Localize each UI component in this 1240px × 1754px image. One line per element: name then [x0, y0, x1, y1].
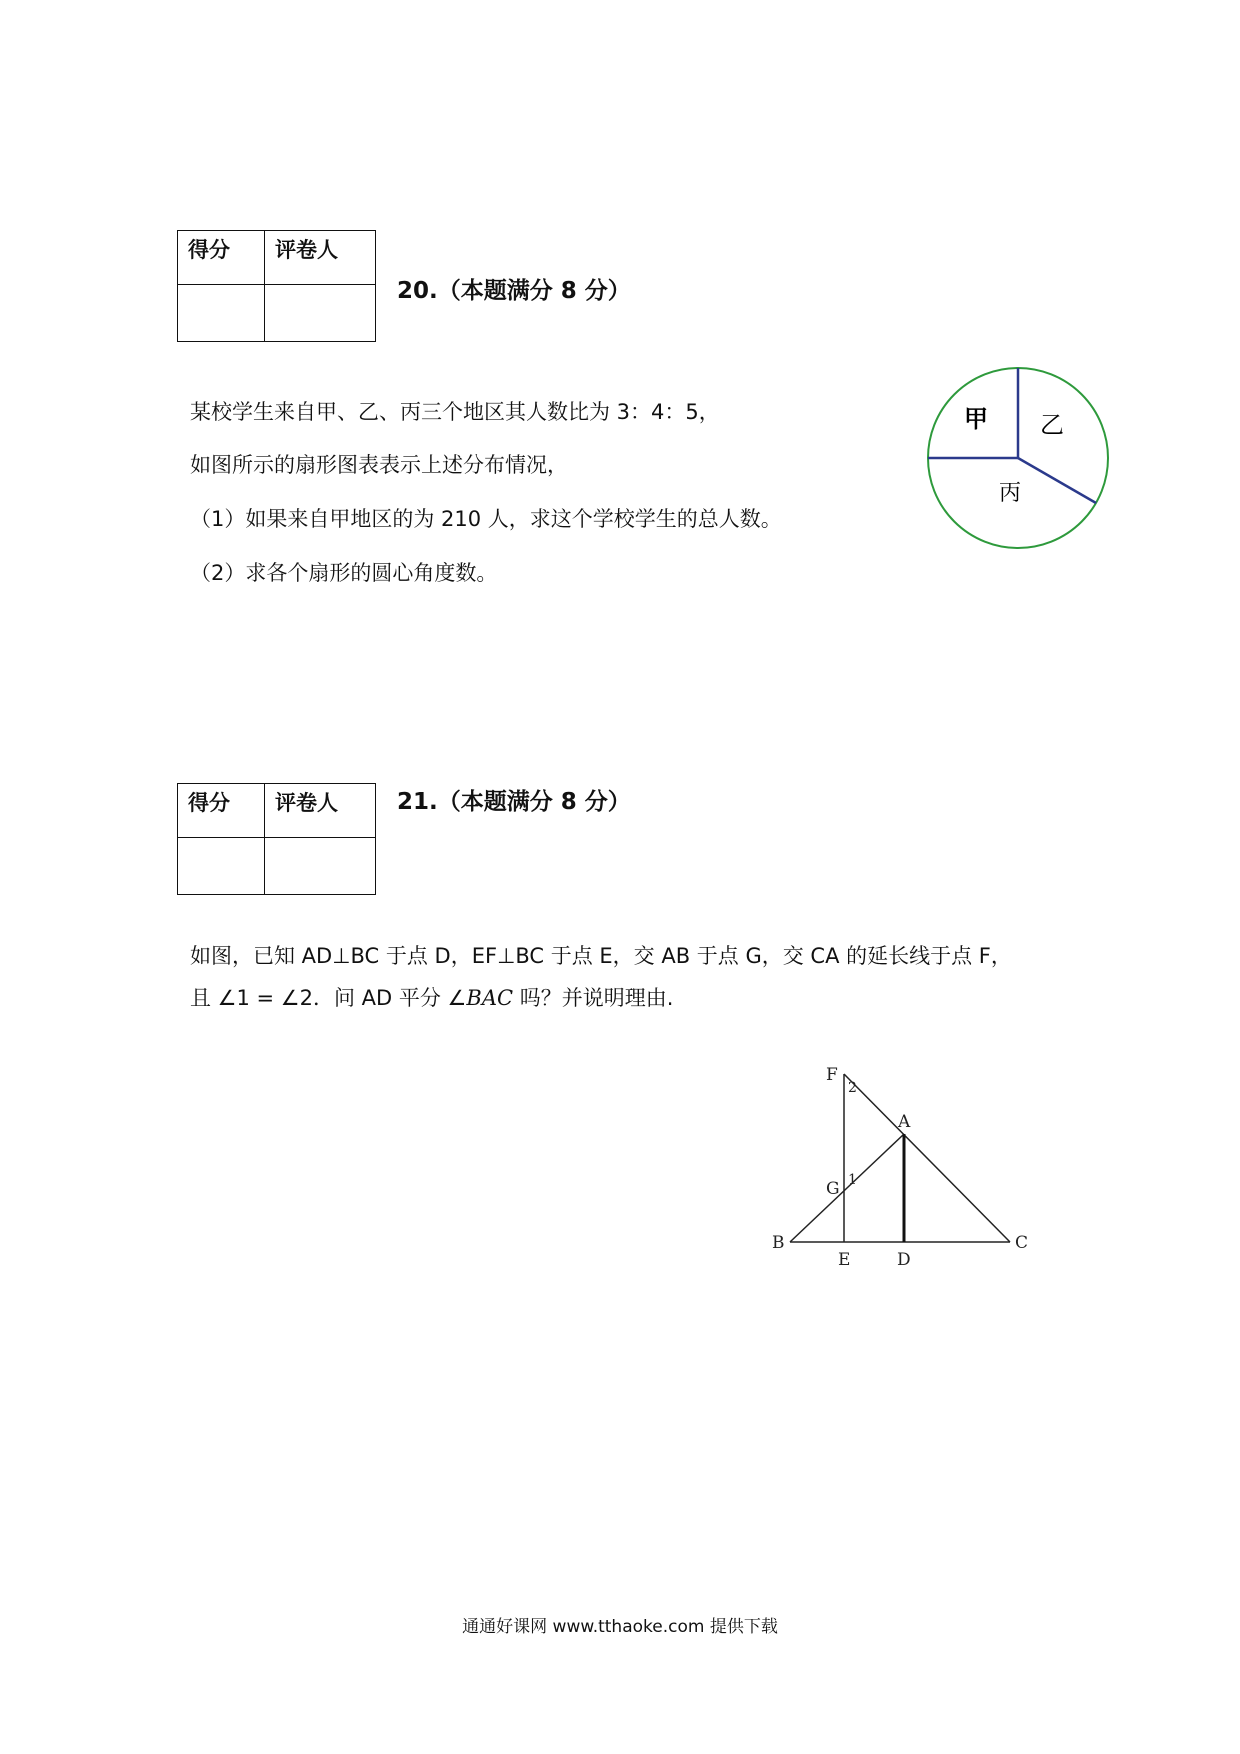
pie-divider-lower-right: [1018, 458, 1096, 503]
score-label: 得分: [178, 231, 265, 285]
score-table-q21: [177, 783, 376, 895]
segment-ba: [790, 1134, 904, 1242]
score-cell: [178, 838, 265, 895]
grader-cell: [265, 838, 376, 895]
segment-fc: [844, 1074, 1010, 1242]
question-21-title: 21.（本题满分 8 分）: [397, 789, 631, 815]
q21-line-2-prefix: 且 ∠1 = ∠2．问 AD 平分 ∠: [190, 986, 467, 1010]
angle-bac: BAC: [466, 986, 514, 1010]
grader-cell: [265, 285, 376, 342]
label-d: D: [897, 1250, 911, 1270]
label-b: B: [772, 1233, 785, 1253]
label-e: E: [838, 1250, 851, 1270]
label-g: G: [826, 1179, 840, 1199]
q21-line-1: 如图，已知 AD⊥BC 于点 D，EF⊥BC 于点 E，交 AB 于点 G，交 CA 的延长线于点 F，: [190, 944, 1012, 968]
question-20-title: 20.（本题满分 8 分）: [397, 278, 631, 304]
pie-chart-figure: [918, 360, 1118, 555]
q20-line-2: 如图所示的扇形图表表示上述分布情况，: [190, 453, 568, 477]
score-label: 得分: [178, 784, 265, 838]
label-angle-1: 1: [848, 1172, 857, 1188]
pie-label-yi: 乙: [1040, 411, 1064, 439]
pie-label-jia: 甲: [964, 405, 988, 433]
q20-line-3: （1）如果来自甲地区的为 210 人，求这个学校学生的总人数。: [190, 507, 782, 531]
label-a: A: [898, 1112, 911, 1132]
q20-line-4: （2）求各个扇形的圆心角度数。: [190, 561, 498, 585]
q20-line-1: 某校学生来自甲、乙、丙三个地区其人数比为 3：4：5，: [190, 400, 720, 424]
page-footer: 通通好课网 www.tthaoke.com 提供下载: [462, 1617, 778, 1637]
grader-label: 评卷人: [265, 784, 376, 838]
score-table-q20: [177, 230, 376, 342]
q21-line-2: [190, 982, 673, 1012]
score-cell: [178, 285, 265, 342]
q21-line-2-suffix: 吗？并说明理由.: [513, 986, 674, 1010]
grader-label: 评卷人: [265, 231, 376, 285]
label-c: C: [1015, 1233, 1029, 1253]
triangle-figure: [770, 1055, 1040, 1280]
label-angle-2: 2: [848, 1080, 857, 1096]
label-f: F: [826, 1065, 838, 1085]
pie-label-bing: 丙: [998, 481, 1022, 506]
